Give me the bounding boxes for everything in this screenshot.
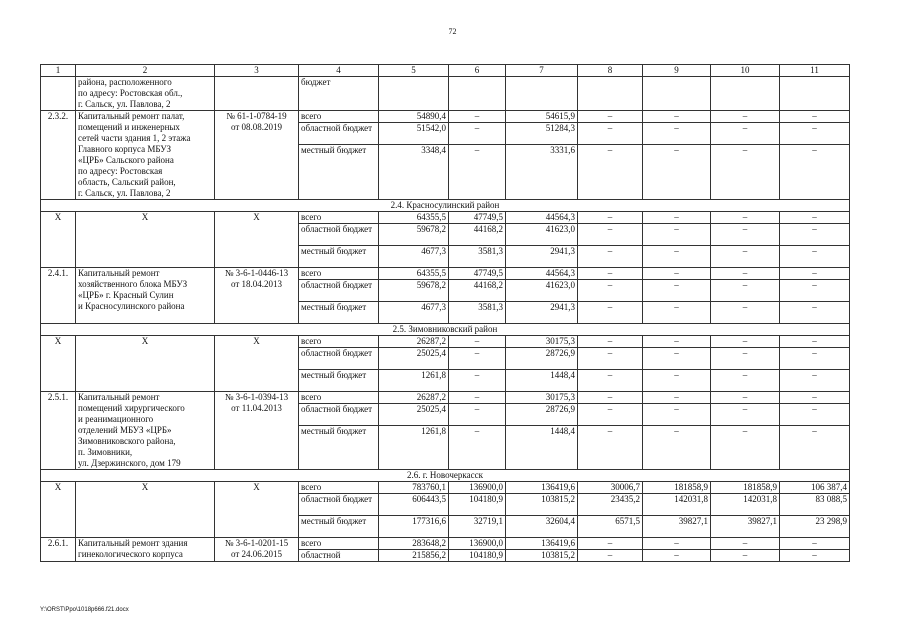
cell-line: района, расположенного [78, 77, 172, 87]
section-row [41, 470, 850, 482]
amount-cell: – [643, 145, 711, 200]
budget-source-label: всего [299, 392, 379, 404]
budget-source-label: местный бюджет [299, 370, 379, 392]
amount-cell [379, 77, 449, 111]
amount-cell: – [643, 212, 711, 224]
amount-cell: 142031,8 [643, 494, 711, 516]
amount-cell: – [711, 426, 780, 470]
page-number: 72 [448, 27, 457, 36]
amount-cell: 32719,1 [449, 516, 506, 538]
cell-line: гинекологического корпуса [78, 549, 183, 559]
budget-source-label: областной бюджет [299, 123, 379, 145]
amount-cell: – [711, 246, 780, 268]
cell-line: п. Зимовники, [78, 447, 133, 457]
column-number-cell: 4 [299, 65, 379, 77]
amount-cell: 104180,9 [449, 494, 506, 516]
section-title: 2.6. г. Новочеркасск [41, 470, 850, 482]
amount-cell: 41623,0 [506, 224, 578, 246]
amount-cell: 41623,0 [506, 280, 578, 302]
amount-cell: 215856,2 [379, 550, 449, 562]
cell-line: хозяйственного блока МБУЗ [78, 279, 188, 289]
column-number-row [41, 65, 850, 77]
cell-line: Капитальный ремонт [78, 392, 160, 402]
amount-cell: 3581,3 [449, 302, 506, 324]
amount-cell: 1261,8 [379, 370, 449, 392]
budget-source-label: местный бюджет [299, 516, 379, 538]
amount-cell: – [578, 370, 643, 392]
amount-cell: – [578, 302, 643, 324]
cell-line: по адресу: Ростовская [78, 166, 163, 176]
amount-cell: – [780, 302, 850, 324]
document-ref [215, 111, 299, 200]
cell-line: г. Сальск, ул. Павлова, 2 [78, 188, 171, 198]
amount-cell: – [578, 212, 643, 224]
document-ref [215, 77, 299, 111]
amount-cell: – [711, 538, 780, 550]
amount-cell: 1261,8 [379, 426, 449, 470]
amount-cell: – [643, 370, 711, 392]
amount-cell: – [711, 336, 780, 348]
cell-line: помещений хирургического [78, 403, 185, 413]
amount-cell: – [449, 123, 506, 145]
amount-cell: – [643, 392, 711, 404]
amount-cell: – [711, 550, 780, 562]
amount-cell: – [711, 123, 780, 145]
amount-cell: – [449, 111, 506, 123]
amount-cell: – [578, 111, 643, 123]
cell-line: Х [141, 482, 149, 492]
amount-cell: 64355,5 [379, 268, 449, 280]
amount-cell: – [711, 370, 780, 392]
amount-cell: 177316,6 [379, 516, 449, 538]
document-ref [215, 392, 299, 470]
amount-cell [711, 77, 780, 111]
amount-cell: – [449, 392, 506, 404]
section-title: 2.4. Красносулинский район [41, 200, 850, 212]
amount-cell: 39827,1 [643, 516, 711, 538]
amount-cell: – [780, 280, 850, 302]
document-ref [215, 538, 299, 562]
budget-source-label: всего [299, 212, 379, 224]
amount-cell [578, 77, 643, 111]
amount-cell: 26287,2 [379, 392, 449, 404]
amount-cell: – [780, 145, 850, 200]
cell-line: от 18.04.2013 [230, 279, 283, 289]
cell-line: Х [141, 336, 149, 346]
document-ref [215, 482, 299, 538]
amount-cell: – [578, 404, 643, 426]
amount-cell: – [643, 246, 711, 268]
amount-cell: 44168,2 [449, 280, 506, 302]
cell-line: и Красносулинского района [78, 301, 185, 311]
table-row [41, 268, 850, 280]
budget-source-label: всего [299, 538, 379, 550]
budget-source-label: местный бюджет [299, 246, 379, 268]
amount-cell: – [578, 348, 643, 370]
table-body [41, 65, 850, 562]
object-code: 2.4.1. [41, 268, 76, 324]
amount-cell: 59678,2 [379, 224, 449, 246]
object-code: Х [41, 212, 76, 268]
amount-cell: 3348,4 [379, 145, 449, 200]
amount-cell: – [449, 348, 506, 370]
amount-cell: – [578, 224, 643, 246]
cell-line: Х [253, 336, 260, 346]
section-title: 2.5. Зимовниковский район [41, 324, 850, 336]
cell-line: от 11.04.2013 [231, 403, 282, 413]
cell-line: Х [141, 212, 149, 222]
amount-cell: – [643, 538, 711, 550]
cell-line: Капитальный ремонт [78, 268, 160, 278]
table-row [41, 212, 850, 224]
amount-cell: – [780, 246, 850, 268]
cell-line: Капитальный ремонт палат, [78, 111, 185, 121]
amount-cell: 28726,9 [506, 404, 578, 426]
amount-cell: – [780, 224, 850, 246]
amount-cell: 25025,4 [379, 404, 449, 426]
budget-source-label: местный бюджет [299, 302, 379, 324]
table-row [41, 77, 850, 111]
cell-line: сетей части здания 1, 2 этажа [78, 133, 191, 143]
amount-cell: 283648,2 [379, 538, 449, 550]
cell-line: Х [253, 212, 260, 222]
cell-line: № 3-6-1-0201-15 [224, 538, 289, 548]
amount-cell: 103815,2 [506, 550, 578, 562]
amount-cell: 30175,3 [506, 336, 578, 348]
amount-cell: 44168,2 [449, 224, 506, 246]
budget-source-label: областной бюджет [299, 348, 379, 370]
amount-cell: – [780, 392, 850, 404]
amount-cell: – [780, 370, 850, 392]
table-row [41, 538, 850, 550]
budget-source-label: областной бюджет [299, 224, 379, 246]
document-ref [215, 212, 299, 268]
cell-line: от 24.06.2015 [230, 549, 283, 559]
object-name [76, 77, 215, 111]
amount-cell: – [449, 370, 506, 392]
cell-line: Х [253, 482, 260, 492]
budget-source-label: областной бюджет [299, 404, 379, 426]
amount-cell: 181858,9 [643, 482, 711, 494]
amount-cell: 30006,7 [578, 482, 643, 494]
amount-cell: 181858,9 [711, 482, 780, 494]
budget-source-label: всего [299, 336, 379, 348]
amount-cell: – [780, 550, 850, 562]
document-ref [215, 336, 299, 392]
amount-cell: – [578, 268, 643, 280]
cell-line: отделений МБУЗ «ЦРБ» [78, 425, 172, 435]
amount-cell: – [643, 426, 711, 470]
column-number-cell: 6 [449, 65, 506, 77]
amount-cell: – [449, 145, 506, 200]
file-path-footer: Y:\ORST\Ppo\1018p666.f21.docx [40, 607, 129, 613]
budget-source-label: всего [299, 111, 379, 123]
amount-cell: – [780, 212, 850, 224]
amount-cell: – [449, 426, 506, 470]
object-code: 2.3.2. [41, 111, 76, 200]
amount-cell: 26287,2 [379, 336, 449, 348]
object-name [76, 538, 215, 562]
amount-cell: – [711, 404, 780, 426]
amount-cell: – [643, 550, 711, 562]
amount-cell: – [578, 550, 643, 562]
amount-cell: – [711, 268, 780, 280]
document-ref [215, 268, 299, 324]
object-code [41, 77, 76, 111]
amount-cell: 142031,8 [711, 494, 780, 516]
amount-cell: – [578, 123, 643, 145]
object-name [76, 336, 215, 392]
amount-cell: 54890,4 [379, 111, 449, 123]
amount-cell: 23435,2 [578, 494, 643, 516]
amount-cell: – [643, 348, 711, 370]
amount-cell: – [711, 392, 780, 404]
amount-cell: 3331,6 [506, 145, 578, 200]
budget-source-label: областной [299, 550, 379, 562]
cell-line: Главного корпуса МБУЗ [78, 144, 171, 154]
amount-cell: – [780, 336, 850, 348]
amount-cell: 106 387,4 [780, 482, 850, 494]
amount-cell: 2941,3 [506, 246, 578, 268]
amount-cell: 1448,4 [506, 370, 578, 392]
section-row [41, 200, 850, 212]
column-number-cell: 7 [506, 65, 578, 77]
cell-line: помещений и инженерных [78, 122, 180, 132]
section-row [41, 324, 850, 336]
amount-cell: 51542,0 [379, 123, 449, 145]
table-row [41, 336, 850, 348]
amount-cell: – [780, 426, 850, 470]
object-code: 2.6.1. [41, 538, 76, 562]
object-code: Х [41, 336, 76, 392]
amount-cell: – [711, 302, 780, 324]
amount-cell: 606443,5 [379, 494, 449, 516]
column-number-cell: 5 [379, 65, 449, 77]
amount-cell: – [711, 212, 780, 224]
amount-cell: 23 298,9 [780, 516, 850, 538]
cell-line: Зимовниковского района, [78, 436, 176, 446]
amount-cell: – [643, 280, 711, 302]
column-number-cell: 10 [711, 65, 780, 77]
amount-cell: 3581,3 [449, 246, 506, 268]
amount-cell: – [578, 145, 643, 200]
amount-cell: – [578, 538, 643, 550]
budget-source-label: всего [299, 482, 379, 494]
amount-cell: – [578, 336, 643, 348]
amount-cell: – [578, 246, 643, 268]
amount-cell: 32604,4 [506, 516, 578, 538]
amount-cell: 59678,2 [379, 280, 449, 302]
budget-source-label: местный бюджет [299, 426, 379, 470]
amount-cell: 103815,2 [506, 494, 578, 516]
amount-cell: – [711, 224, 780, 246]
cell-line: ул. Дзержинского, дом 179 [78, 458, 181, 468]
amount-cell: – [643, 123, 711, 145]
budget-source-label: местный бюджет [299, 145, 379, 200]
amount-cell [506, 77, 578, 111]
column-number-cell: 11 [780, 65, 850, 77]
cell-line: по адресу: Ростовская обл., [78, 88, 183, 98]
budget-source-label: всего [299, 268, 379, 280]
cell-line: г. Сальск, ул. Павлова, 2 [78, 99, 171, 109]
amount-cell: 47749,5 [449, 268, 506, 280]
amount-cell: – [643, 336, 711, 348]
cell-line: № 3-6-1-0446-13 [224, 268, 289, 278]
amount-cell: 47749,5 [449, 212, 506, 224]
column-number-cell: 1 [41, 65, 76, 77]
column-number-cell: 2 [76, 65, 215, 77]
amount-cell: – [578, 392, 643, 404]
amount-cell: – [780, 348, 850, 370]
cell-line: № 3-6-1-0394-13 [224, 392, 289, 402]
amount-cell: – [643, 268, 711, 280]
amount-cell: 30175,3 [506, 392, 578, 404]
amount-cell: 6571,5 [578, 516, 643, 538]
column-number-cell: 9 [643, 65, 711, 77]
cell-line: «ЦРБ» г. Красный Сулин [78, 290, 174, 300]
amount-cell: – [643, 404, 711, 426]
amount-cell: 44564,3 [506, 268, 578, 280]
object-name [76, 482, 215, 538]
amount-cell: – [711, 348, 780, 370]
amount-cell: – [780, 268, 850, 280]
table-row [41, 392, 850, 404]
amount-cell: 136900,0 [449, 482, 506, 494]
amount-cell [449, 77, 506, 111]
amount-cell: – [643, 111, 711, 123]
amount-cell: 136419,6 [506, 482, 578, 494]
cell-line: Капитальный ремонт здания [78, 538, 188, 548]
amount-cell: 51284,3 [506, 123, 578, 145]
cell-line: и реанимационного [78, 414, 154, 424]
amount-cell: 104180,9 [449, 550, 506, 562]
amount-cell: – [780, 404, 850, 426]
amount-cell: 2941,3 [506, 302, 578, 324]
amount-cell [643, 77, 711, 111]
amount-cell: 64355,5 [379, 212, 449, 224]
amount-cell: – [643, 224, 711, 246]
amount-cell: – [449, 336, 506, 348]
amount-cell: – [643, 302, 711, 324]
budget-source-label: бюджет [299, 77, 379, 111]
cell-line: область, Сальский район, [78, 177, 176, 187]
amount-cell: 39827,1 [711, 516, 780, 538]
amount-cell: – [711, 111, 780, 123]
table-row [41, 111, 850, 123]
cell-line: «ЦРБ» Сальского района [78, 155, 174, 165]
object-name [76, 212, 215, 268]
cell-line: № 61-1-0784-19 [226, 111, 287, 121]
object-name [76, 268, 215, 324]
object-code: 2.5.1. [41, 392, 76, 470]
amount-cell: 136900,0 [449, 538, 506, 550]
object-name [76, 111, 215, 200]
object-code: Х [41, 482, 76, 538]
amount-cell: – [449, 404, 506, 426]
amount-cell: 4677,3 [379, 302, 449, 324]
amount-cell: – [780, 538, 850, 550]
amount-cell: 28726,9 [506, 348, 578, 370]
amount-cell: 54615,9 [506, 111, 578, 123]
object-name [76, 392, 215, 470]
amount-cell: – [578, 426, 643, 470]
amount-cell: 4677,3 [379, 246, 449, 268]
table-row [41, 482, 850, 494]
amount-cell: 1448,4 [506, 426, 578, 470]
amount-cell: – [780, 123, 850, 145]
amount-cell: – [780, 111, 850, 123]
amount-cell: 83 088,5 [780, 494, 850, 516]
amount-cell: – [711, 145, 780, 200]
cell-line: от 08.08.2019 [230, 122, 283, 132]
amount-cell: 44564,3 [506, 212, 578, 224]
column-number-cell: 8 [578, 65, 643, 77]
amount-cell: – [711, 280, 780, 302]
column-number-cell: 3 [215, 65, 299, 77]
amount-cell: – [578, 280, 643, 302]
budget-source-label: областной бюджет [299, 494, 379, 516]
budget-source-label: областной бюджет [299, 280, 379, 302]
amount-cell: 25025,4 [379, 348, 449, 370]
amount-cell: 136419,6 [506, 538, 578, 550]
amount-cell: 783760,1 [379, 482, 449, 494]
budget-table [40, 64, 850, 562]
amount-cell [780, 77, 850, 111]
